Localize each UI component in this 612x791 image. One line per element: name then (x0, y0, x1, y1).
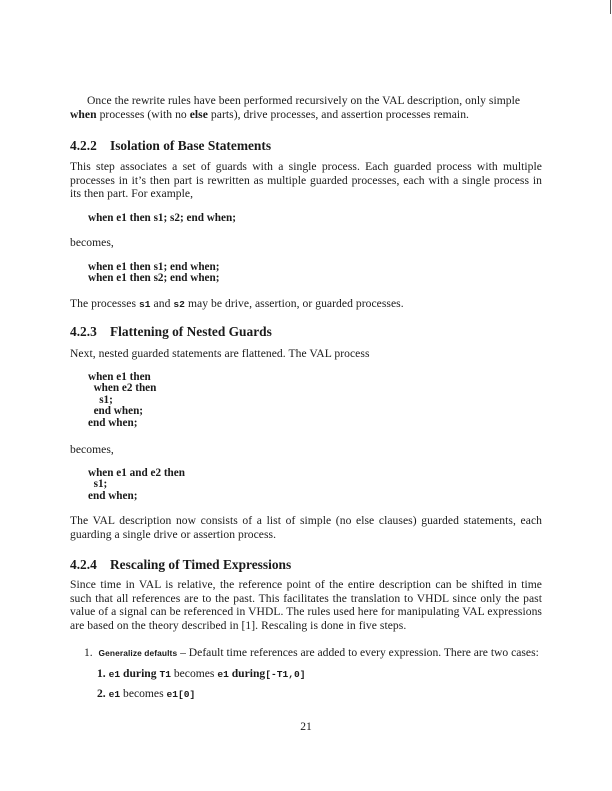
page-edge-mark (610, 0, 611, 14)
section-closing (70, 297, 542, 312)
code-line: s1; (88, 478, 108, 491)
section-paragraph: This step associates a set of guards with a single process. Each guarded process with multiple processes in it’s then part is rewritten as multiple guarded processes, each with a single process in its then part. For example, (70, 160, 542, 201)
sub-list-marker: 2. (97, 687, 106, 700)
code-line: when e1 then s1; s2; end when; (88, 212, 236, 224)
section-paragraph: Next, nested guarded statements are flattened. The VAL process (70, 347, 370, 360)
code-line: when e1 then s2; end when; (88, 272, 220, 285)
section-heading-4-2-2 (70, 138, 271, 154)
code-line: when e1 and e2 then (88, 467, 185, 479)
section-paragraph: Since time in VAL is relative, the reference point of the entire description can be shifted in time such that all references are to the past. This facilitates the translation to VHDL since only the past value of a signal can be referenced in VHDL. The rules used here for manipulating VAL expressions are based on the theory described in [1]. Rescaling is done in five steps. (70, 578, 542, 632)
section-closing: The VAL description now consists of a list of simple (no else clauses) guarded statements, each guarding a single drive or assertion process. (70, 514, 542, 541)
code-ref: e1[0] (166, 689, 196, 700)
keyword-during: during (228, 667, 266, 680)
code-line: end when; (88, 405, 144, 418)
code-ref: e1 (108, 689, 121, 700)
keyword-during: during (120, 667, 160, 680)
sub-list-marker: 1. (97, 667, 106, 680)
code-ref: [-T1,0] (265, 669, 306, 680)
section-heading-4-2-3 (70, 324, 272, 340)
intro-line-1: Once the rewrite rules have been performed recursively on the VAL description, only simple (87, 94, 521, 107)
intro-text: parts), drive processes, and assertion processes remain. (207, 107, 470, 121)
list-item-text: – Default time references are added to every expression. There are two cases: (177, 646, 539, 659)
code-block (88, 468, 185, 502)
code-ref-s2: s2 (173, 299, 185, 310)
code-block (88, 262, 219, 285)
sub-list-item (97, 667, 306, 682)
list-item (84, 646, 554, 661)
closing-text: and (150, 297, 174, 310)
section-title: Rescaling of Timed Expressions (110, 557, 292, 572)
code-line: when e1 then (88, 371, 151, 383)
becomes-label: becomes, (70, 236, 114, 249)
closing-text: The processes (70, 297, 139, 310)
becomes-label: becomes, (70, 443, 114, 456)
code-ref-s1: s1 (138, 299, 151, 310)
code-block (88, 372, 156, 429)
code-block (88, 213, 236, 224)
code-ref: e1 (108, 669, 121, 680)
sub-list-text: becomes (170, 667, 218, 680)
section-title: Isolation of Base Statements (110, 138, 272, 153)
page-number: 21 (300, 720, 312, 733)
closing-text: may be drive, assertion, or guarded processes. (185, 297, 404, 310)
intro-text: processes (with no (96, 107, 190, 121)
code-line: end when; (88, 489, 138, 502)
keyword-else: else (189, 107, 208, 121)
section-number: 4.2.4 (70, 557, 97, 572)
list-marker: 1. (84, 646, 93, 659)
code-ref: T1 (159, 669, 171, 680)
code-line: when e2 then (88, 382, 157, 395)
keyword-when: when (70, 107, 97, 121)
code-line: s1; (88, 393, 113, 406)
section-number: 4.2.2 (70, 138, 97, 153)
sub-list-item (97, 687, 195, 702)
intro-paragraph (70, 94, 542, 121)
sub-list-text: becomes (120, 687, 167, 700)
section-number: 4.2.3 (70, 324, 97, 339)
list-item-label: Generalize defaults (98, 648, 178, 658)
section-heading-4-2-4 (70, 557, 291, 573)
code-ref: e1 (217, 669, 229, 680)
section-title: Flattening of Nested Guards (110, 324, 272, 339)
code-line: end when; (88, 416, 138, 429)
code-line: when e1 then s1; end when; (88, 261, 220, 273)
